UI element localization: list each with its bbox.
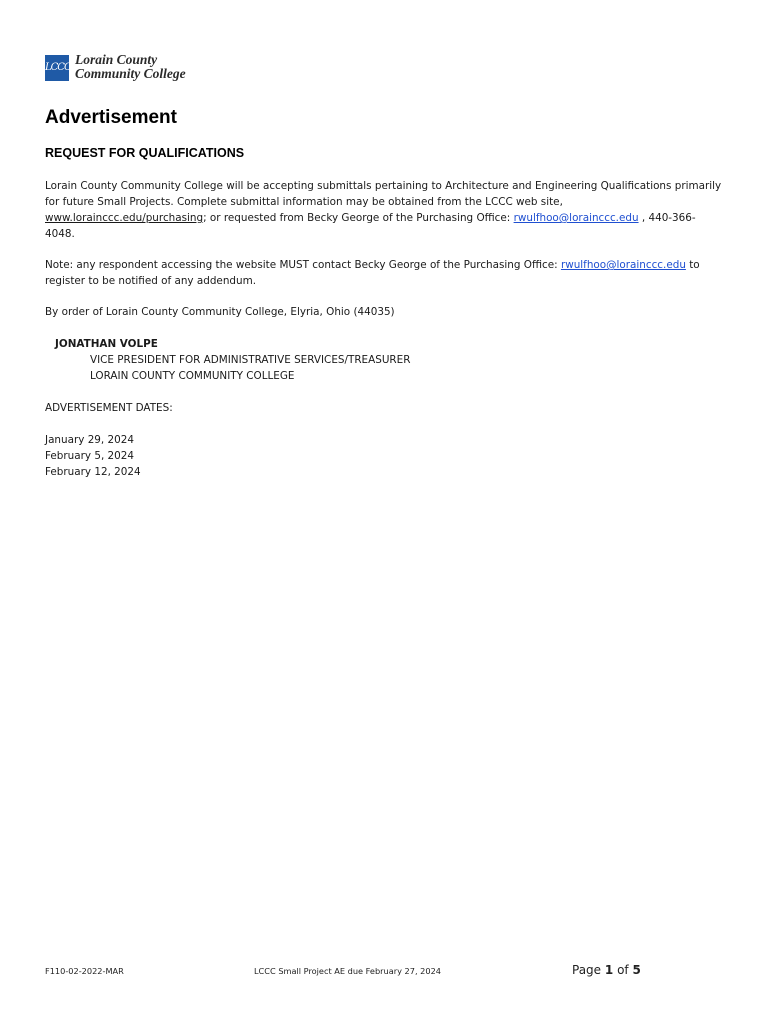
dates-label: ADVERTISEMENT DATES: [45, 402, 173, 414]
para1-text-b: ; or requested from Becky George of the Purchasing Office: [203, 212, 514, 224]
paragraph-order: By order of Lorain County Community College, Elyria, Ohio (44035) [45, 306, 395, 318]
logo-wordmark [75, 53, 186, 81]
lccc-logo-icon: LCCC [45, 55, 69, 81]
para1-text-a: Lorain County Community College will be accepting submittals pertaining to Architecture and Engineering Qualifications primarily for future Small Projects. Complete submittal information may be obtained from the LCCC web site, [45, 180, 722, 208]
email-link[interactable]: rwulfhoo@lorainccc.edu [513, 212, 639, 224]
page-title: Advertisement [45, 107, 177, 128]
signature-block [45, 336, 725, 384]
footer-form-code: F110-02-2022-MAR [45, 966, 124, 976]
email-link-note[interactable]: rwulfhoo@lorainccc.edu [560, 259, 686, 271]
document-body [45, 178, 725, 480]
page-current: 1 [604, 963, 614, 977]
signer-title: VICE PRESIDENT FOR ADMINISTRATIVE SERVICES/TREASURER [90, 354, 411, 366]
website-link[interactable]: www.lorainccc.edu/purchasing [45, 212, 204, 224]
date-item: February 5, 2024 [45, 450, 135, 462]
page-total: 5 [632, 963, 641, 977]
college-logo [45, 53, 186, 81]
paragraph-note [45, 257, 725, 289]
logo-line-1: Lorain County [75, 52, 158, 67]
logo-line-2: Community College [75, 66, 186, 81]
para2-text-a: Note: any respondent accessing the website MUST contact Becky George of the Purchasing Office: [45, 259, 561, 271]
page-of: of [617, 963, 629, 977]
date-item: February 12, 2024 [45, 466, 141, 478]
advertisement-dates-list [45, 432, 725, 480]
signer-name: JONATHAN VOLPE [55, 338, 158, 350]
para2-text-b: to register to be notified of any addendum. [45, 259, 700, 287]
page-word: Page [572, 963, 602, 977]
para1-text-c: , 440-366-4048. [45, 212, 696, 240]
page-subtitle: REQUEST FOR QUALIFICATIONS [45, 146, 245, 160]
footer-page-number [572, 963, 641, 977]
signer-organization: LORAIN COUNTY COMMUNITY COLLEGE [90, 370, 295, 382]
date-item: January 29, 2024 [45, 434, 134, 446]
footer-project-note: LCCC Small Project AE due February 27, 2024 [254, 966, 442, 976]
paragraph-submittals [45, 178, 725, 242]
